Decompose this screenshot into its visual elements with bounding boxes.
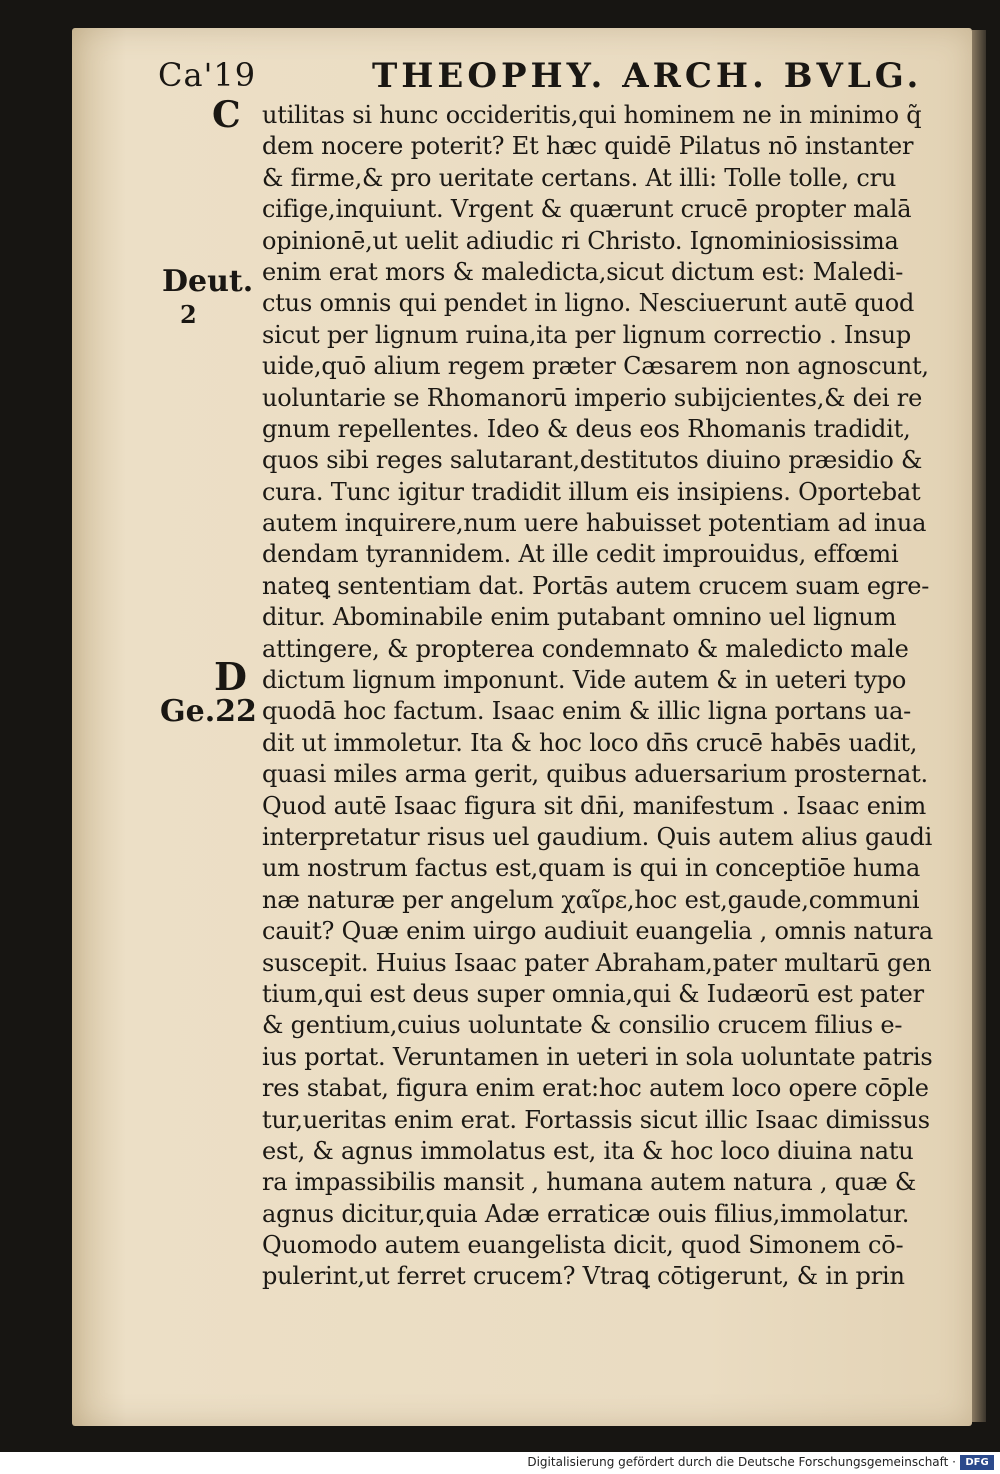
- text-line: Quomodo autem euangelista dicit, quod Simonem cō-: [262, 1231, 904, 1260]
- text-line: sicut per lignum ruina,ita per lignum correctio . Insup: [262, 320, 912, 349]
- text-line: ius portat. Veruntamen in ueteri in sola uoluntate patris: [262, 1042, 933, 1071]
- text-line: ra impassibilis mansit , humana autem natura , quæ &: [262, 1168, 917, 1197]
- text-line: est, & agnus immolatus est, ita & hoc loco diuina natu: [262, 1136, 914, 1165]
- text-line: dendam tyrannidem. At ille cedit improuidus, effœmi: [262, 540, 899, 569]
- page-edge: [972, 30, 986, 1422]
- margin-note-genesis: Ge.22: [160, 694, 257, 729]
- text-line: suscepit. Huius Isaac pater Abraham,pater multarū gen: [262, 948, 932, 977]
- margin-letter-c: C: [212, 94, 241, 136]
- digitization-credit: Digitalisierung gefördert durch die Deutsche Forschungsgemeinschaft ·: [527, 1455, 956, 1469]
- footer-bar: [0, 1452, 1000, 1474]
- text-line: næ naturæ per angelum χαῖρε,hoc est,gaude,communi: [262, 885, 920, 914]
- text-line: utilitas si hunc occideritis,qui hominem ne in minimo q̃: [262, 101, 922, 129]
- text-line: cifige,inquiunt. Vrgent & quærunt crucē propter malā: [262, 195, 912, 224]
- text-line: uoluntarie se Rhomanorū imperio subijcientes,& dei re: [262, 383, 923, 412]
- margin-note-deut-number: 2: [180, 300, 197, 329]
- text-line: tium,qui est deus super omnia,qui & Iudæorū est pater: [262, 979, 924, 1008]
- text-line: attingere, & propterea condemnato & maledicto male: [262, 634, 909, 663]
- text-line: quodā hoc factum. Isaac enim & illic ligna portans ua-: [262, 697, 912, 726]
- text-line: quos sibi reges salutarant,destitutos diuino præsidio &: [262, 446, 923, 475]
- folio-mark: Ca'19: [158, 56, 257, 94]
- text-line: res stabat, figura enim erat:hoc autem loco opere cōple: [262, 1074, 929, 1103]
- text-line: dit ut immoletur. Ita & hoc loco dn̄s crucē habēs uadit,: [262, 728, 918, 757]
- text-line: enim erat mors & maledicta,sicut dictum est: Maledi-: [262, 257, 904, 286]
- text-line: Quod autē Isaac figura sit dn̄i, manifestum . Isaac enim: [262, 791, 927, 820]
- text-line: cura. Tunc igitur tradidit illum eis insipiens. Oportebat: [262, 477, 921, 506]
- text-line: interpretatur risus uel gaudium. Quis autem alius gaudi: [262, 822, 933, 851]
- text-line: agnus dicitur,quia Adæ erraticæ ouis filius,immolatur.: [262, 1199, 910, 1228]
- text-line: pulerint,ut ferret crucem? Vtraꝗ cōtigerunt, & in prin: [262, 1262, 905, 1291]
- text-line: & firme,& pro ueritate certans. At illi: Tolle tolle, cru: [262, 163, 897, 192]
- text-line: ditur. Abominabile enim putabant omnino uel lignum: [262, 603, 897, 632]
- text-line: autem inquirere,num uere habuisset potentiam ad inua: [262, 509, 927, 538]
- text-line: nateꝗ sententiam dat. Portās autem crucem suam egre-: [262, 571, 930, 600]
- text-line: uide,quō alium regem præter Cæsarem non agnoscunt,: [262, 352, 929, 381]
- margin-note-deut: Deut.: [162, 264, 254, 299]
- text-line: ctus omnis qui pendet in ligno. Nesciuerunt autē quod: [262, 289, 915, 318]
- margin-letter-d: D: [214, 654, 247, 699]
- text-line: tur,ueritas enim erat. Fortassis sicut illic Isaac dimissus: [262, 1105, 930, 1134]
- text-line: opinionē,ut uelit adiudic ri Christo. Ignominiosissima: [262, 226, 899, 255]
- running-title: THEOPHY. ARCH. BVLG.: [372, 56, 923, 96]
- page-header: [148, 56, 968, 96]
- text-line: gnum repellentes. Ideo & deus eos Rhomanis tradidit,: [262, 414, 911, 443]
- text-line: dictum lignum imponunt. Vide autem & in ueteri typo: [262, 666, 907, 695]
- dfg-logo: DFG: [960, 1455, 994, 1470]
- text-line: cauit? Quæ enim uirgo audiuit euangelia , omnis natura: [262, 917, 933, 946]
- body-text: [262, 100, 962, 1293]
- text-line: & gentium,cuius uoluntate & consilio crucem filius e-: [262, 1011, 903, 1040]
- text-line: um nostrum factus est,quam is qui in conceptiōe huma: [262, 854, 921, 883]
- text-line: quasi miles arma gerit, quibus aduersarium prosternat.: [262, 760, 928, 789]
- text-line: dem nocere poterit? Et hæc quidē Pilatus nō instanter: [262, 132, 914, 161]
